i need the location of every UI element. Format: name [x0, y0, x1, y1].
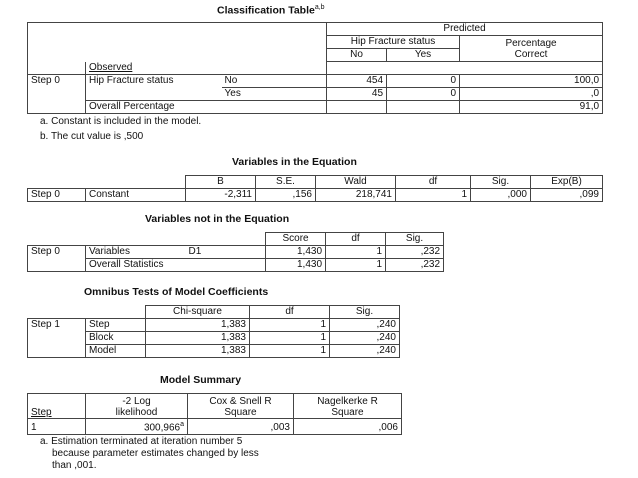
- summary-nagelkerke: ,006: [294, 419, 402, 435]
- omnibus-title: Omnibus Tests of Model Coefficients: [84, 286, 269, 298]
- summary-note-line2: because parameter estimates changed by less: [52, 448, 259, 459]
- not-in-d1-score: 1,430: [266, 246, 326, 259]
- cell-yes-no: 45: [327, 87, 387, 100]
- summary-header-cox-snell: Cox & Snell R Square: [188, 394, 294, 419]
- summary-cox-snell: ,003: [188, 419, 294, 435]
- cell-no-yes: 0: [387, 74, 460, 87]
- omnibus-row-block-chi: 1,383: [146, 332, 250, 345]
- summary-step: 1: [28, 419, 86, 435]
- omnibus-row-model-df: 1: [250, 345, 330, 358]
- classification-table-title: Classification Table$^{a,b}$: [217, 4, 325, 17]
- equation-se: ,156: [256, 189, 316, 202]
- not-in-overall-label: Overall Statistics: [86, 259, 266, 272]
- equation-b: -2,311: [186, 189, 256, 202]
- summary-header-step: Step: [28, 394, 86, 419]
- not-in-d1-sig: ,232: [386, 246, 444, 259]
- not-in-header-sig: Sig.: [386, 233, 444, 246]
- header-percentage-correct: Percentage Correct: [460, 36, 603, 62]
- summary-header-log-likelihood: -2 Log likelihood: [86, 394, 188, 419]
- equation-wald: 218,741: [316, 189, 396, 202]
- not-in-header-score: Score: [266, 233, 326, 246]
- omnibus-row-step-sig: ,240: [330, 319, 400, 332]
- not-in-overall-score: 1,430: [266, 259, 326, 272]
- not-in-overall-df: 1: [326, 259, 386, 272]
- cell-no-no: 454: [327, 74, 387, 87]
- omnibus-header-chi-square: Chi-square: [146, 306, 250, 319]
- cell-yes-pct: ,0: [460, 87, 603, 100]
- omnibus-table: [27, 305, 400, 358]
- not-in-header-df: df: [326, 233, 386, 246]
- not-in-overall-sig: ,232: [386, 259, 444, 272]
- classification-note-b: b. The cut value is ,500: [40, 131, 144, 142]
- row-label-status: Hip Fracture status: [86, 74, 222, 100]
- equation-header-sig: Sig.: [471, 176, 531, 189]
- omnibus-row-block-sig: ,240: [330, 332, 400, 345]
- equation-title: Variables in the Equation: [232, 156, 357, 168]
- header-predicted: Predicted: [327, 23, 603, 36]
- equation-step: Step 0: [28, 189, 86, 202]
- model-summary-title: Model Summary: [160, 374, 242, 386]
- model-summary-table: [27, 393, 402, 435]
- cell-yes-yes: 0: [387, 87, 460, 100]
- step-label: Step 0: [28, 74, 86, 113]
- equation-df: 1: [396, 189, 471, 202]
- classification-table: [27, 22, 603, 114]
- not-in-var-d1: D1: [186, 246, 266, 259]
- equation-header-se: S.E.: [256, 176, 316, 189]
- header-no: No: [327, 49, 387, 62]
- omnibus-row-step-chi: 1,383: [146, 319, 250, 332]
- equation-header-df: df: [396, 176, 471, 189]
- overall-percentage-value: 91,0: [460, 100, 603, 113]
- summary-header-nagelkerke: Nagelkerke R Square: [294, 394, 402, 419]
- omnibus-step: Step 1: [28, 319, 86, 358]
- overall-percentage-label: Overall Percentage: [86, 100, 327, 113]
- summary-note-line3: than ,001.: [52, 460, 97, 471]
- omnibus-row-step-label: Step: [86, 319, 146, 332]
- omnibus-row-model-label: Model: [86, 345, 146, 358]
- omnibus-row-model-sig: ,240: [330, 345, 400, 358]
- omnibus-header-sig: Sig.: [330, 306, 400, 319]
- equation-header-wald: Wald: [316, 176, 396, 189]
- row-cat-no: No: [222, 74, 327, 87]
- not-in-d1-df: 1: [326, 246, 386, 259]
- header-yes: Yes: [387, 49, 460, 62]
- omnibus-row-step-df: 1: [250, 319, 330, 332]
- not-in-equation-table: [27, 232, 444, 272]
- not-in-step: Step 0: [28, 246, 86, 272]
- summary-log-likelihood: 300,966$^a$: [86, 419, 188, 435]
- header-hip-fracture-status: Hip Fracture status: [327, 36, 460, 49]
- omnibus-row-block-label: Block: [86, 332, 146, 345]
- omnibus-header-df: df: [250, 306, 330, 319]
- row-cat-yes: Yes: [222, 87, 327, 100]
- classification-note-a: a. Constant is included in the model.: [40, 116, 202, 127]
- equation-constant-label: Constant: [86, 189, 186, 202]
- header-observed: Observed: [86, 62, 327, 75]
- equation-expb: ,099: [531, 189, 603, 202]
- equation-header-b: B: [186, 176, 256, 189]
- cell-no-pct: 100,0: [460, 74, 603, 87]
- equation-sig: ,000: [471, 189, 531, 202]
- not-in-variables-label: Variables: [86, 246, 186, 259]
- summary-note-line1: a. Estimation terminated at iteration number 5: [40, 436, 243, 447]
- omnibus-row-block-df: 1: [250, 332, 330, 345]
- equation-table: [27, 175, 603, 202]
- not-in-equation-title: Variables not in the Equation: [145, 213, 290, 225]
- equation-header-expb: Exp(B): [531, 176, 603, 189]
- omnibus-row-model-chi: 1,383: [146, 345, 250, 358]
